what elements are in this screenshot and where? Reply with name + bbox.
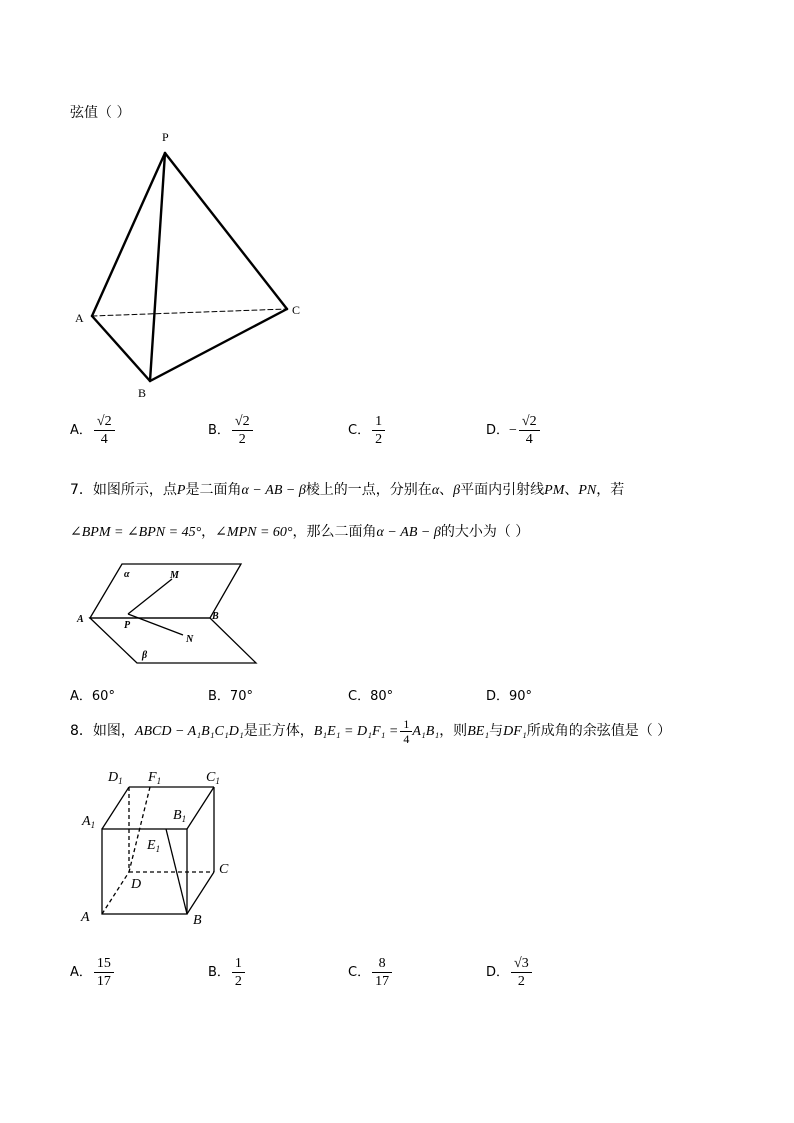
q8-stem: 8．如图，ABCD − A₁B₁C₁D₁是正方体，B₁E₁ = D₁F₁ = $\frac{1}{4}$ A₁B₁，则BE₁与DF₁所成角的余弦值是（ ） <box>70 716 672 746</box>
q7-option-b[interactable]: B．70° <box>208 689 253 704</box>
plane-beta <box>90 618 256 663</box>
q7-option-c[interactable]: C．80° <box>348 689 394 704</box>
label-P: P <box>162 130 169 144</box>
edge-AC-hidden <box>92 309 287 316</box>
q8-cube-figure <box>70 763 250 933</box>
q7-stem-line2: ∠BPM = ∠BPN = 45°，∠MPN = 60°，那么二面角α − AB − β的大小为（ ） <box>70 524 530 540</box>
edge-AD-hidden <box>102 872 129 914</box>
q6-option-b[interactable]: B． $\frac{√2}{2}$ <box>208 414 253 447</box>
label-B: B <box>193 913 202 928</box>
label-B: B <box>138 386 147 400</box>
label-A: A <box>77 614 84 625</box>
label-A: A <box>81 910 90 925</box>
q6-option-a[interactable]: A． $\frac{√2}{4}$ <box>70 414 115 447</box>
q7-option-a[interactable]: A．60° <box>70 689 115 704</box>
label-E1: $E_1$ <box>147 838 161 854</box>
label-A1: $A_1$ <box>82 814 96 830</box>
q7-dihedral-figure <box>70 556 270 672</box>
label-F1: $F_1$ <box>148 770 162 786</box>
label-beta: β <box>142 650 148 661</box>
q8-option-a[interactable]: A． $\frac{15}{17}$ <box>70 956 114 989</box>
label-D1: $D_1$ <box>108 770 123 786</box>
label-D: D <box>131 877 142 892</box>
label-N: N <box>186 634 194 645</box>
edge-PC <box>165 153 287 309</box>
edge-PA <box>92 153 165 316</box>
segment-BE1 <box>166 829 187 914</box>
ray-PM <box>128 579 172 614</box>
q6-option-c[interactable]: C． $\frac{1}{2}$ <box>348 414 385 447</box>
plane-alpha <box>90 564 241 618</box>
q8-option-b[interactable]: B． $\frac{1}{2}$ <box>208 956 245 989</box>
q6-tetrahedron-figure <box>70 125 310 405</box>
edge-A1D1 <box>102 787 129 829</box>
label-alpha: α <box>124 569 130 580</box>
edge-BC <box>150 309 287 381</box>
label-B1: $B_1$ <box>173 808 187 824</box>
q8-option-d[interactable]: D． $\frac{√3}{2}$ <box>486 956 532 989</box>
label-B: B <box>212 611 219 622</box>
q6-option-d[interactable]: D．− $\frac{√2}{4}$ <box>486 414 540 447</box>
edge-AB <box>92 316 150 381</box>
q7-option-d[interactable]: D．90° <box>486 689 533 704</box>
edge-PB <box>150 153 165 381</box>
label-A: A <box>75 311 84 325</box>
q7-stem-line1: 7．如图所示，点P是二面角α − AB − β棱上的一点，分别在α、β平面内引射线PM、PN，若 <box>70 482 625 498</box>
q6-stem-tail: 弦值（ ） <box>70 105 131 121</box>
edge-BC <box>187 872 214 914</box>
ray-PN <box>128 614 183 635</box>
label-P: P <box>124 620 131 631</box>
label-M: M <box>170 570 179 581</box>
edge-B1C1 <box>187 787 214 829</box>
label-C1: $C_1$ <box>206 770 220 786</box>
q8-option-c[interactable]: C． $\frac{8}{17}$ <box>348 956 392 989</box>
label-C: C <box>219 862 229 877</box>
label-C: C <box>292 303 301 317</box>
